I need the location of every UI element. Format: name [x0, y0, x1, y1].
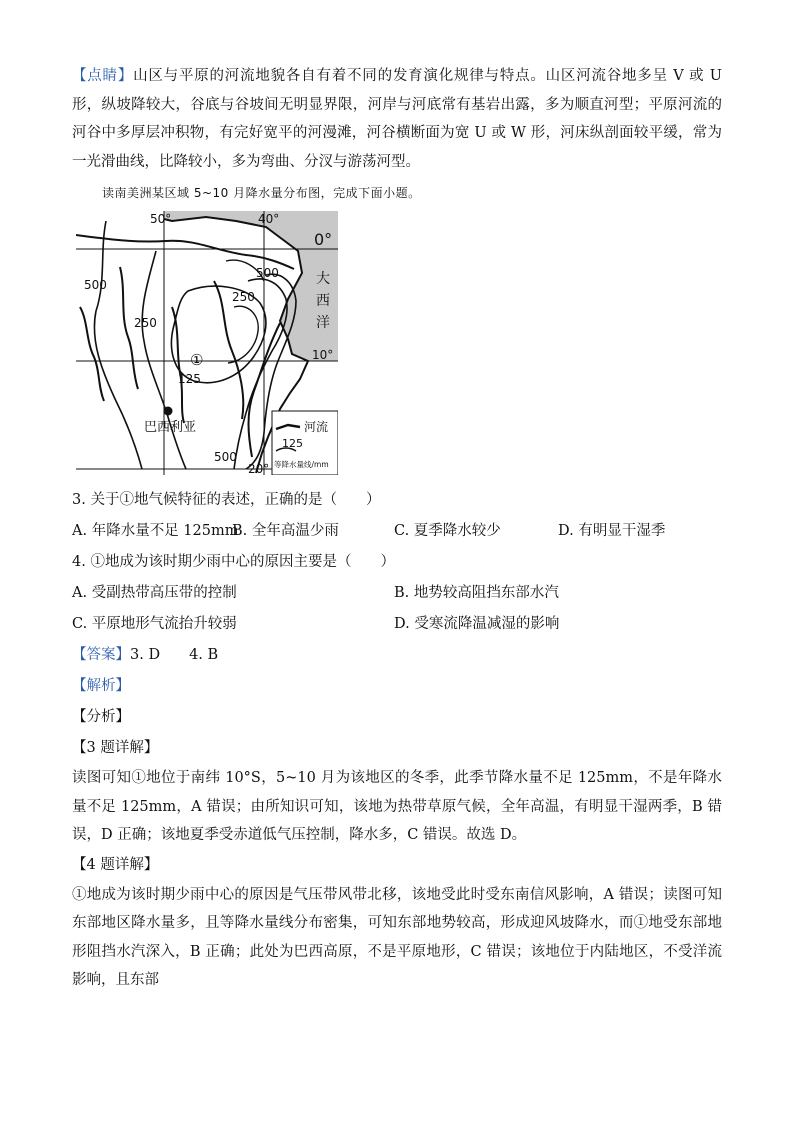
- isohyet-label-125: 125: [178, 372, 201, 386]
- isohyet-label-500-s: 500: [214, 450, 237, 464]
- legend-isohyet-caption: 等降水量线/mm: [274, 460, 329, 469]
- ocean-label-2: 西: [316, 293, 330, 309]
- jiexi-heading: 【解析】: [72, 678, 130, 694]
- q3-option-b[interactable]: B. 全年高温少雨: [232, 523, 339, 539]
- isohyet-label-500-e: 500: [256, 266, 279, 280]
- detail-4-text: ①地成为该时期少雨中心的原因是气压带风带北移，该地受此时受东南信风影响，A 错误；读图可知东部地区降水量多，且等降水量线分布密集，可知东部地势较高，形成迎风坡降水，而①地受东部地形阻挡水汽深入，B 正确；此处为巴西高原，不是平原地形，C 错误；该地位于内陆地区，不受洋流影响，且东部: [72, 886, 722, 988]
- q3-option-a[interactable]: A. 年降水量不足 125mm: [72, 523, 239, 539]
- detail-3-text: 读图可知①地位于南纬 10°S，5~10 月为该地区的冬季，此季节降水量不足 125mm，不是年降水量不足 125mm，A 错误；由所知识可知，该地为热带草原气候，全年高温，有明显干湿两季，B 错误，D 正确；该地夏季受赤道低气压控制，降水多，C 错误。故选 D。: [72, 770, 722, 843]
- answer-line: [72, 640, 722, 671]
- dianjing-tag: 【点睛】: [72, 68, 134, 84]
- dianjing-text: 山区与平原的河流地貌各自有着不同的发育演化规律与特点。山区河流谷地多呈 V 或 U 形，纵坡降较大，谷底与谷坡间无明显界限，河岸与河底常有基岩出露，多为顺直河型；平原河流的河谷中多厚层冲积物，有完好宽平的河漫滩，河谷横断面为宽 U 或 W 形，河床纵剖面较平缓，常为一光滑曲线，比降较小，多为弯曲、分汊与游荡河型。: [72, 68, 722, 170]
- legend-isohyet-value: 125: [282, 437, 303, 450]
- question-intro: 读南美洲某区域 5~10 月降水量分布图，完成下面小题。: [102, 186, 421, 200]
- fenxi-heading: 【分析】: [72, 709, 130, 725]
- precipitation-map: [76, 211, 338, 475]
- map-svg: [76, 211, 338, 475]
- q3-option-d[interactable]: D. 有明显干湿季: [558, 523, 666, 539]
- lat-label-20: 20°: [248, 462, 270, 475]
- question-3-options: [72, 516, 722, 547]
- point-1-marker: ①: [190, 351, 204, 369]
- answer-text: 3. D 4. B: [130, 647, 219, 663]
- ocean-label-1: 大: [316, 271, 330, 287]
- isohyet-label-250-w: 250: [134, 316, 157, 330]
- river-tributary-west: [80, 307, 104, 401]
- river-amazon: [76, 235, 294, 269]
- isohyet-outer: [94, 221, 142, 469]
- detail-3-heading: 【3 题详解】: [72, 740, 159, 756]
- answer-tag: 【答案】: [72, 647, 130, 663]
- lat-label-10: 10°: [312, 348, 334, 362]
- q4-option-b[interactable]: B. 地势较高阻挡东部水汽: [394, 585, 559, 601]
- lon-label-50: 50°: [150, 212, 172, 226]
- question-4-stem: 4. ①地成为该时期少雨中心的原因主要是（ ）: [72, 554, 395, 570]
- question-3-stem: 3. 关于①地气候特征的表述，正确的是（ ）: [72, 492, 381, 508]
- ocean-label-3: 洋: [316, 315, 330, 331]
- legend-river-label: 河流: [304, 420, 329, 434]
- brasilia-dot: [164, 407, 173, 416]
- isohyet-label-500-w: 500: [84, 278, 107, 292]
- lat-label-0: 0°: [314, 230, 333, 249]
- q4-option-d[interactable]: D. 受寒流降温减湿的影响: [394, 616, 560, 632]
- city-label-brasilia: 巴西利亚: [144, 420, 197, 435]
- isohyet-label-250-e: 250: [232, 290, 255, 304]
- ocean-area: [164, 211, 338, 361]
- document-page: [72, 62, 722, 995]
- q4-option-c[interactable]: C. 平原地形气流抬升较弱: [72, 616, 237, 632]
- q4-option-a[interactable]: A. 受副热带高压带的控制: [72, 585, 237, 601]
- detail-4-heading: 【4 题详解】: [72, 856, 159, 873]
- q3-option-c[interactable]: C. 夏季降水较少: [394, 523, 501, 539]
- question-4-options: [72, 578, 722, 640]
- dianjing-paragraph: [72, 62, 722, 176]
- lon-label-40: 40°: [258, 212, 280, 226]
